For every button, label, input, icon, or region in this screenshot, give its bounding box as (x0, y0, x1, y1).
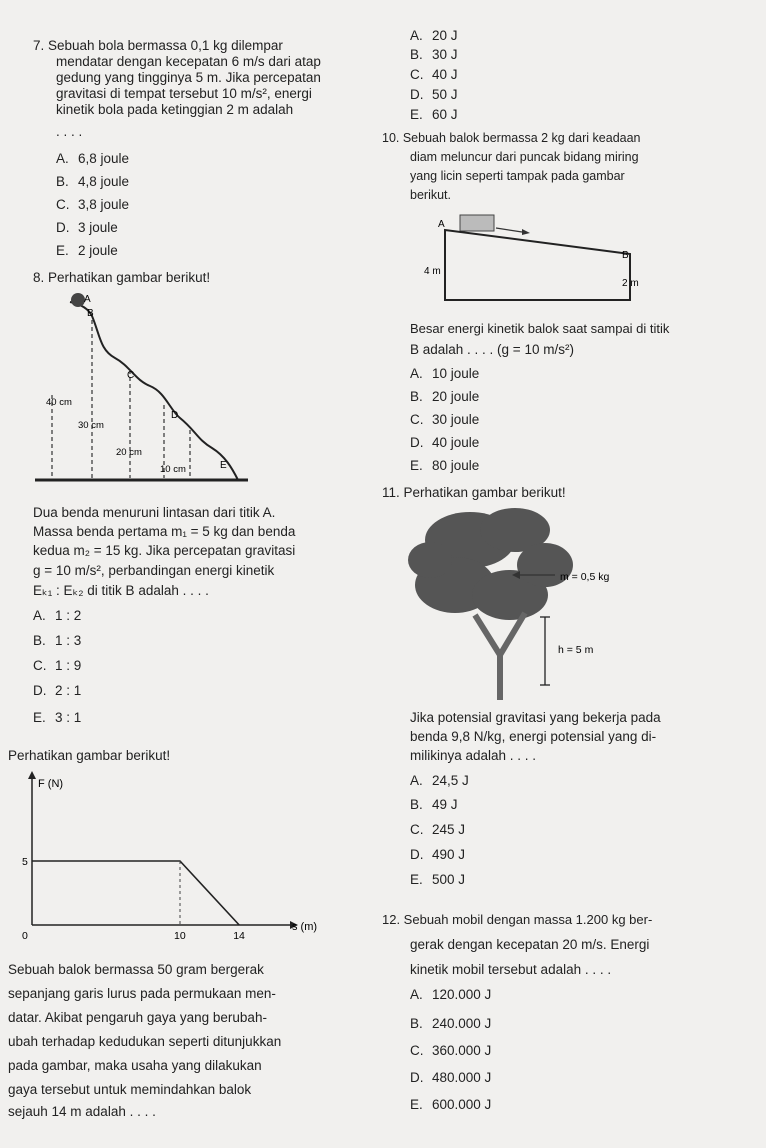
q7-line: . . . . (56, 124, 83, 139)
q8-point-d: D (171, 410, 179, 421)
q7-line: kinetik bola pada ketinggian 2 m adalah (56, 102, 294, 117)
top-option-b[interactable]: B. 30 J (410, 47, 458, 62)
q7-option-a[interactable]: A. 6,8 joule (56, 151, 130, 166)
q11-option-a[interactable]: A. 24,5 J (410, 773, 469, 788)
q12-line: kinetik mobil tersebut adalah . . . . (410, 962, 612, 977)
q8-height-10: 10 cm (160, 464, 186, 475)
q7-line: mendatar dengan kecepatan 6 m/s dari atap (56, 54, 321, 69)
q11-intro: 11. Perhatikan gambar berikut! (382, 485, 566, 500)
chart-x-label: s (m) (292, 921, 318, 933)
q8-height-40: 40 cm (46, 397, 72, 408)
q10-height-2m: 2 m (622, 278, 639, 289)
q10-point-b: B (622, 250, 629, 261)
q7-option-c[interactable]: C. 3,8 joule (56, 197, 130, 212)
q9-line: ubah terhadap kedudukan seperti ditunjukkan (8, 1034, 282, 1049)
q8-intro: 8. Perhatikan gambar berikut! (33, 270, 211, 285)
x-tick-label: 0 (22, 930, 28, 942)
q11-tree-figure (400, 505, 700, 705)
top-option-c[interactable]: C. 40 J (410, 67, 458, 82)
q8-option-c[interactable]: C. 1 : 9 (33, 658, 82, 673)
q7-line: gravitasi di tempat tersebut 10 m/s², energi (56, 86, 312, 101)
q11-option-b[interactable]: B. 49 J (410, 797, 458, 812)
q10-option-a[interactable]: A. 10 joule (410, 366, 480, 381)
q10-point-a: A (438, 219, 445, 230)
q8-point-b: B (87, 308, 94, 319)
tree-foliage-icon (408, 508, 573, 620)
q8-line: Eₖ₁ : Eₖ₂ di titik B adalah . . . . (33, 583, 209, 598)
block-icon (460, 215, 494, 231)
x-tick-label: 14 (233, 930, 245, 942)
q12-option-e[interactable]: E. 600.000 J (410, 1097, 492, 1112)
q12-option-c[interactable]: C. 360.000 J (410, 1043, 492, 1058)
force-series-line (32, 861, 239, 925)
q8-height-20: 20 cm (116, 447, 142, 458)
q8-option-b[interactable]: B. 1 : 3 (33, 633, 82, 648)
q8-line: Massa benda pertama m₁ = 5 kg dan benda (33, 524, 296, 539)
q11-option-c[interactable]: C. 245 J (410, 822, 466, 837)
y-axis-arrow-icon (28, 771, 36, 779)
q10-height-4m: 4 m (424, 266, 441, 277)
q8-option-a[interactable]: A. 1 : 2 (33, 608, 82, 623)
q8-height-30: 30 cm (78, 420, 104, 431)
q11-line: Jika potensial gravitasi yang bekerja pada (410, 710, 661, 725)
q11-line: milikinya adalah . . . . (410, 748, 537, 763)
top-option-e[interactable]: E. 60 J (410, 107, 458, 122)
q12-option-b[interactable]: B. 240.000 J (410, 1016, 492, 1031)
chart-y-label: F (N) (38, 778, 64, 790)
q10-question: Besar energi kinetik balok saat sampai di titik (410, 321, 670, 336)
q10-line: yang licin seperti tampak pada gambar (410, 169, 625, 183)
q7-option-d[interactable]: D. 3 joule (56, 220, 118, 235)
x-tick-label: 10 (174, 930, 186, 942)
q10-option-d[interactable]: D. 40 joule (410, 435, 480, 450)
q7-line: 7. Sebuah bola bermassa 0,1 kg dilempar (33, 38, 283, 53)
q9-line: datar. Akibat pengaruh gaya yang berubah- (8, 1010, 267, 1025)
q12-line: gerak dengan kecepatan 20 m/s. Energi (410, 937, 650, 952)
q10-option-b[interactable]: B. 20 joule (410, 389, 480, 404)
top-option-d[interactable]: D. 50 J (410, 87, 458, 102)
q12-option-d[interactable]: D. 480.000 J (410, 1070, 492, 1085)
top-option-a[interactable]: A. 20 J (410, 28, 458, 43)
q10-line: berikut. (410, 188, 451, 202)
q12-line: 12. Sebuah mobil dengan massa 1.200 kg ber- (382, 912, 653, 927)
q9-line: pada gambar, maka usaha yang dilakukan (8, 1058, 262, 1073)
q9-line: sejauh 14 m adalah . . . . (8, 1104, 156, 1119)
q8-option-e[interactable]: E. 3 : 1 (33, 710, 82, 725)
q11-option-e[interactable]: E. 500 J (410, 872, 466, 887)
q7-line: gedung yang tingginya 5 m. Jika percepatan (56, 70, 321, 85)
q11-height-label: h = 5 m (558, 644, 594, 656)
q9-line: Sebuah balok bermassa 50 gram bergerak (8, 962, 264, 977)
q8-line: g = 10 m/s², perbandingan energi kinetik (33, 563, 275, 578)
q8-point-c: C (127, 370, 135, 381)
q8-option-d[interactable]: D. 2 : 1 (33, 683, 82, 698)
q11-line: benda 9,8 N/kg, energi potensial yang di- (410, 729, 657, 744)
q10-line: diam meluncur dari puncak bidang miring (410, 150, 639, 164)
q8-point-e: E (220, 460, 227, 471)
q8-track-figure (30, 290, 260, 490)
q8-line: kedua m₂ = 15 kg. Jika percepatan gravitasi (33, 543, 296, 558)
q9-line: gaya tersebut untuk memindahkan balok (8, 1082, 252, 1097)
q9-intro: Perhatikan gambar berikut! (8, 748, 171, 763)
q10-option-e[interactable]: E. 80 joule (410, 458, 480, 473)
q11-mass-label: m = 0,5 kg (560, 571, 610, 583)
ball-icon (71, 293, 85, 307)
q10-line: 10. Sebuah balok bermassa 2 kg dari keadaan (382, 131, 641, 145)
y-tick-label: 5 (22, 856, 28, 868)
q11-option-d[interactable]: D. 490 J (410, 847, 466, 862)
force-distance-chart (0, 765, 330, 950)
q7-option-b[interactable]: B. 4,8 joule (56, 174, 130, 189)
q8-point-a: A (84, 294, 91, 305)
q8-line: Dua benda menuruni lintasan dari titik A. (33, 505, 276, 520)
q12-option-a[interactable]: A. 120.000 J (410, 987, 492, 1002)
q7-option-e[interactable]: E. 2 joule (56, 243, 118, 258)
q10-question: B adalah . . . . (g = 10 m/s²) (410, 342, 574, 357)
q10-incline-figure (410, 208, 670, 318)
motion-arrow-icon (522, 229, 530, 235)
q9-line: sepanjang garis lurus pada permukaan men- (8, 986, 276, 1001)
q10-option-c[interactable]: C. 30 joule (410, 412, 480, 427)
